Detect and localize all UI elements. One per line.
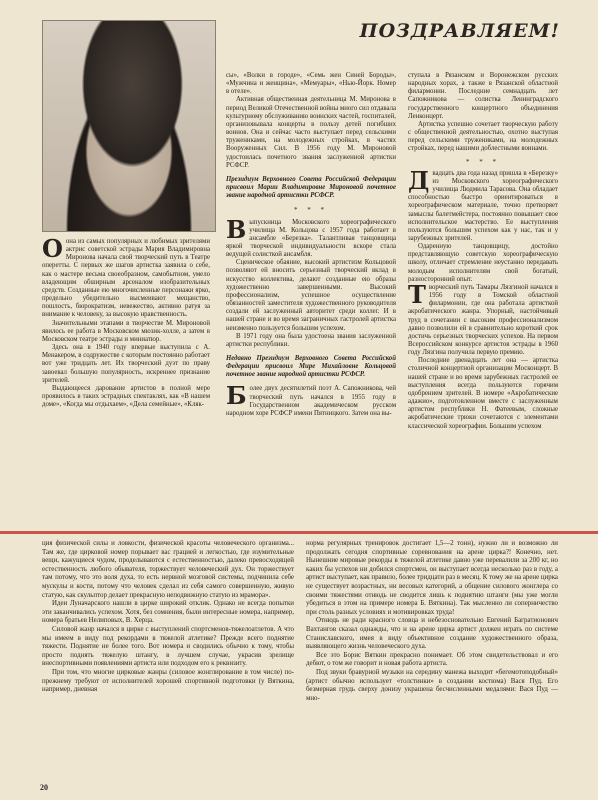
page-title: ПОЗДРАВЛЯЕМ! xyxy=(359,20,560,42)
dropcap-b: Б xyxy=(226,381,247,411)
article-column-3 xyxy=(408,72,558,431)
col2-paragraph-1: сы», «Волки в городе», «Семь жен Синей Бороды», «Мужчина и женщина», «Мемуары», «Нью-Йорк. Номер в отеле». xyxy=(226,72,396,96)
col1-paragraph-2: Значительными этапами в творчестве М. Мироновой явилось ее работа в Московском мюзик-холле, а затем в Московском театре эстрады и миниатюр. xyxy=(42,319,210,343)
section-stars: * * * xyxy=(294,206,328,215)
dropcap-v: В xyxy=(226,214,247,244)
bottom-column-left xyxy=(42,540,294,695)
col3-paragraph-2: Артистка успешно сочетает творческую работу с общественной деятельностью, охотно выступая перед сельскими тружениками, на молодежных стройках, перед нашими доблестными воинами. xyxy=(408,120,558,153)
decree-mironova: Президиум Верховного Совета Российской Федерации присвоил Марии Владимировне Мироновой почетное звание народной артистки РСФСР. xyxy=(226,175,396,200)
col3-paragraph-5: ворческий путь Тамары Лязгиной начался в 1956 году в Томской областной филармонии, где она работала артисткой акробатического жанра. Упорный, настойчивый труд в сочетании с высоким профессионализмом давно позволили ей в сравнительно короткий срок достичь серьезных творческих успехов. На первом Всероссийском конкурсе артистов эстрады в 1960 году Лязгина получила первую премию. xyxy=(408,283,558,357)
article-column-1 xyxy=(42,234,210,409)
col2-paragraph-6: олее двух десятилетий поэт А. Сапожникова, чей творческий путь начался в 1955 году в Государственном академическом русском народном хоре РСФСР имени Пятницкого. Затем она вы- xyxy=(226,385,396,417)
page-number: 20 xyxy=(40,783,48,792)
col3-paragraph-4: Одаренную танцовщицу, достойно представляющую советскую хореографическую школу, отличает стремление неустанно передавать молодым исполнителям свой богатый, разносторонний опыт. xyxy=(408,243,558,283)
bottom-left-paragraph-4: При том, что многие цирковые жанры (силовое жонглирование в том числе) по-прежнему требуют от исполнителей хорошей спортивной подготовки (у Вяткина, например, дневная xyxy=(42,668,294,694)
col2-paragraph-2: Активная общественная деятельница М. Миронова в период Великой Отечественной войны много сил отдавала культурному обслуживанию воинских частей, госпиталей, организовывала концерты в пользу детей погибших воинов. Она и сейчас часто выступает перед сельскими тружениками, на молодежных стройках, в частях Вооруженных Сил. В 1956 году М. Мироновой удостоилась почетного звания заслуженной артистки РСФСР. xyxy=(226,96,397,169)
bottom-right-paragraph-2: Отнюдь не ради красного словца и небезосновательно Евгений Багратионович Вахтангов сказал однажды, что н на арене цирка артист должен играть по системе Станиславского, имея в виду объективное создание художественного образа, выявляющего жизнь человеческого духа. xyxy=(306,617,558,651)
bottom-right-paragraph-1: норма регулярных тренировок достигает 1,5—2 тонн), нужно ли и возможно ли продолжать сегодня спортивные соревнования на арене цирка?! Конечно, нет. Нынешние мировые рекорды в тяжелой атлетике давно уже перевалили за 200 кг, но каких бы успехов ни добился спортсмен, он выступает всегда несколько раз в году, а артист выступает, как правило, более тридцати раз в месяц. К тому же на арене цирка не существует возрастных, ни весовых категорий, а общение силового жонглера со своими тяжестями отнюдь не сводится лишь к поднятию штанги (мы уже могли убедиться в этом на примере номера Б. Вяткина). Так мысленно ли соперничество при столь разных условиях и мотивировках труда! xyxy=(306,540,558,616)
col3-paragraph-3: вадцать два года назад пришла в «Березку» из Московского хореографического училища Людмила Тарасова. Она обладает способностью быстро ориентироваться в хореографическом материале, точно претворяет замыслы балетмейстера, постоянно повышает свое исполнительское мастерство. Ее выступления пользуются большим успехом как у нас, так и у зарубежных зрителей. xyxy=(408,169,558,242)
section-divider xyxy=(0,531,598,534)
col2-paragraph-3: ыпускница Московского хореографического училища М. Кольцова с 1957 года работает в ансамбле «Березка». Талантливая танцовщица яркой творческой индивидуальности вскоре стала ведущей солисткой ансамбля. xyxy=(226,218,396,259)
col3-paragraph-1: ступала в Рязанском и Воронежском русских народных хорах, а также в Рязанской областной филармонии. Последние семнадцать лет Сапожникова — солистка Ленинградского государственного концертного объединения Ленконцерт. xyxy=(408,72,558,120)
section-stars: * * * xyxy=(466,157,500,166)
bottom-left-paragraph-1: ция физической силы и ловкости, физической красоты человеческого организма... Там же, где цирковой номер порывает вас грацией и легкостью, где изумительные вещи, кажущиеся чудом, проделываются с естественностью, далеко превосходящей естественность любого обывателя, торжествует человеческий дух. Он торжествует там потому, что это воля духа, то есть нервной мозговой системы, подчинила себе мускулы и кости, потому что человек сделал из себя самого совершенную, живую статую, как скульптор делает прекрасную неподвижную статую из мрамора». xyxy=(42,540,294,599)
decree-koltsova: Недавно Президиум Верховного Совета Российской Федерации присвоил Мире Михайловне Кольцовой почетное звание народной артистки РСФСР. xyxy=(226,355,396,379)
col1-paragraph-4: Выдающееся дарование артистов в полной мере проявилось в таких эстрадных спектаклях, как «В нашем доме», «Когда мы отдыхаем», «Дела семейные», «Кляк- xyxy=(42,384,210,409)
article-column-2 xyxy=(226,72,396,418)
col2-paragraph-5: В 1971 году она была удостоена звания заслуженной артистки республики. xyxy=(226,332,396,348)
col2-paragraph-4: Сценическое обаяние, высокий артистизм Кольцовой позволяют ей вносить серьезный творческий вклад в искусство коллектива, делают созданные ею образы художественно завершенными. Высокий профессионализм, успешное осуществление обязанностей заместителя художественного руководителя создали ей заслуженный авторитет среди коллег. И в нашей стране и во время заграничных гастролей артистка неизменно пользуется большим успехом. xyxy=(226,259,396,332)
col1-paragraph-1: она из самых популярных и любимых зрителями актрис советской эстрады Мария Владимировна Миронова начала свой творческий путь в Театре оперетты. С первых же шагов артистка заявила о себе, как о мастере весьма своеобразном, самобытном, умело владеющим обширным арсеналом изобразительных средств. Созданные ею многочисленные персонажи ярко, предельно убедительно высмеивают мещанство, пошлость, бюрократизм, невежество, активно ратуя за внимание к человеку, за высокую нравственность. xyxy=(42,238,210,319)
dropcap-o: О xyxy=(42,234,63,263)
dropcap-d: Д xyxy=(408,165,430,195)
portrait-photo xyxy=(42,20,216,232)
dropcap-t: Т xyxy=(408,279,426,309)
bottom-left-paragraph-3: Силовой жанр начался в цирке с выступлений спортсменов-тяжелоатлетов. А что мы имеем в виду под рекордами в тяжелой атлетике? Прежде всего поднятие тяжести. Поднятие не более того. Вот номера и сводились обычно к тому, чтобы просто поднять тяжелую штангу, в лучшем случае, украсив зрелище внеспортивными появлениями артиста или подходом его к реквизиту. xyxy=(42,625,294,668)
col1-paragraph-3: Здесь она в 1940 году впервые выступила с А. Менакером, в содружестве с которым постоянно работает вот уже тридцать лет. Их творческий дуэт по праву завоевал большую популярность, искреннее признание зрителей. xyxy=(42,344,210,384)
bottom-column-right xyxy=(306,540,558,703)
bottom-right-paragraph-3: Все это Борис Вяткин прекрасно понимает. Об этом свидетельствовал и его дебют, о том же говорит и новая работа артиста. xyxy=(306,651,558,668)
bottom-left-paragraph-2: Идеи Луначарского нашли в цирке широкий отклик. Однако не всегда попытки эти заканчивались успехом. Хотя, без сомнения, были интересные номера, например, номера братьев Нелиповых, В. Херца. xyxy=(42,600,294,625)
col3-paragraph-6: Последние двенадцать лет она — артистка столичной концертной организации Москонцерт. В нашей стране и во время зарубежных гастролей ее выступления всегда пользуются горячим одобрением зрителей. В номере «Акробатические адажио», подготовленном вместе с заслуженным артистом республики Н. Фатеевым, сложные акробатические трюки сочетаются с элементами классической хореографии. Большим успехом xyxy=(408,357,558,430)
bottom-right-paragraph-4: Под звуки бравурной музыки на середину манежа выходит «бегемотоподобный» (артист обычно использует «толстинки» в создании костюма) Вася Пуд. Его безмерная грудь сверху донизу украшена бесчисленными медалями: Вася Пуд — мно- xyxy=(306,668,558,702)
